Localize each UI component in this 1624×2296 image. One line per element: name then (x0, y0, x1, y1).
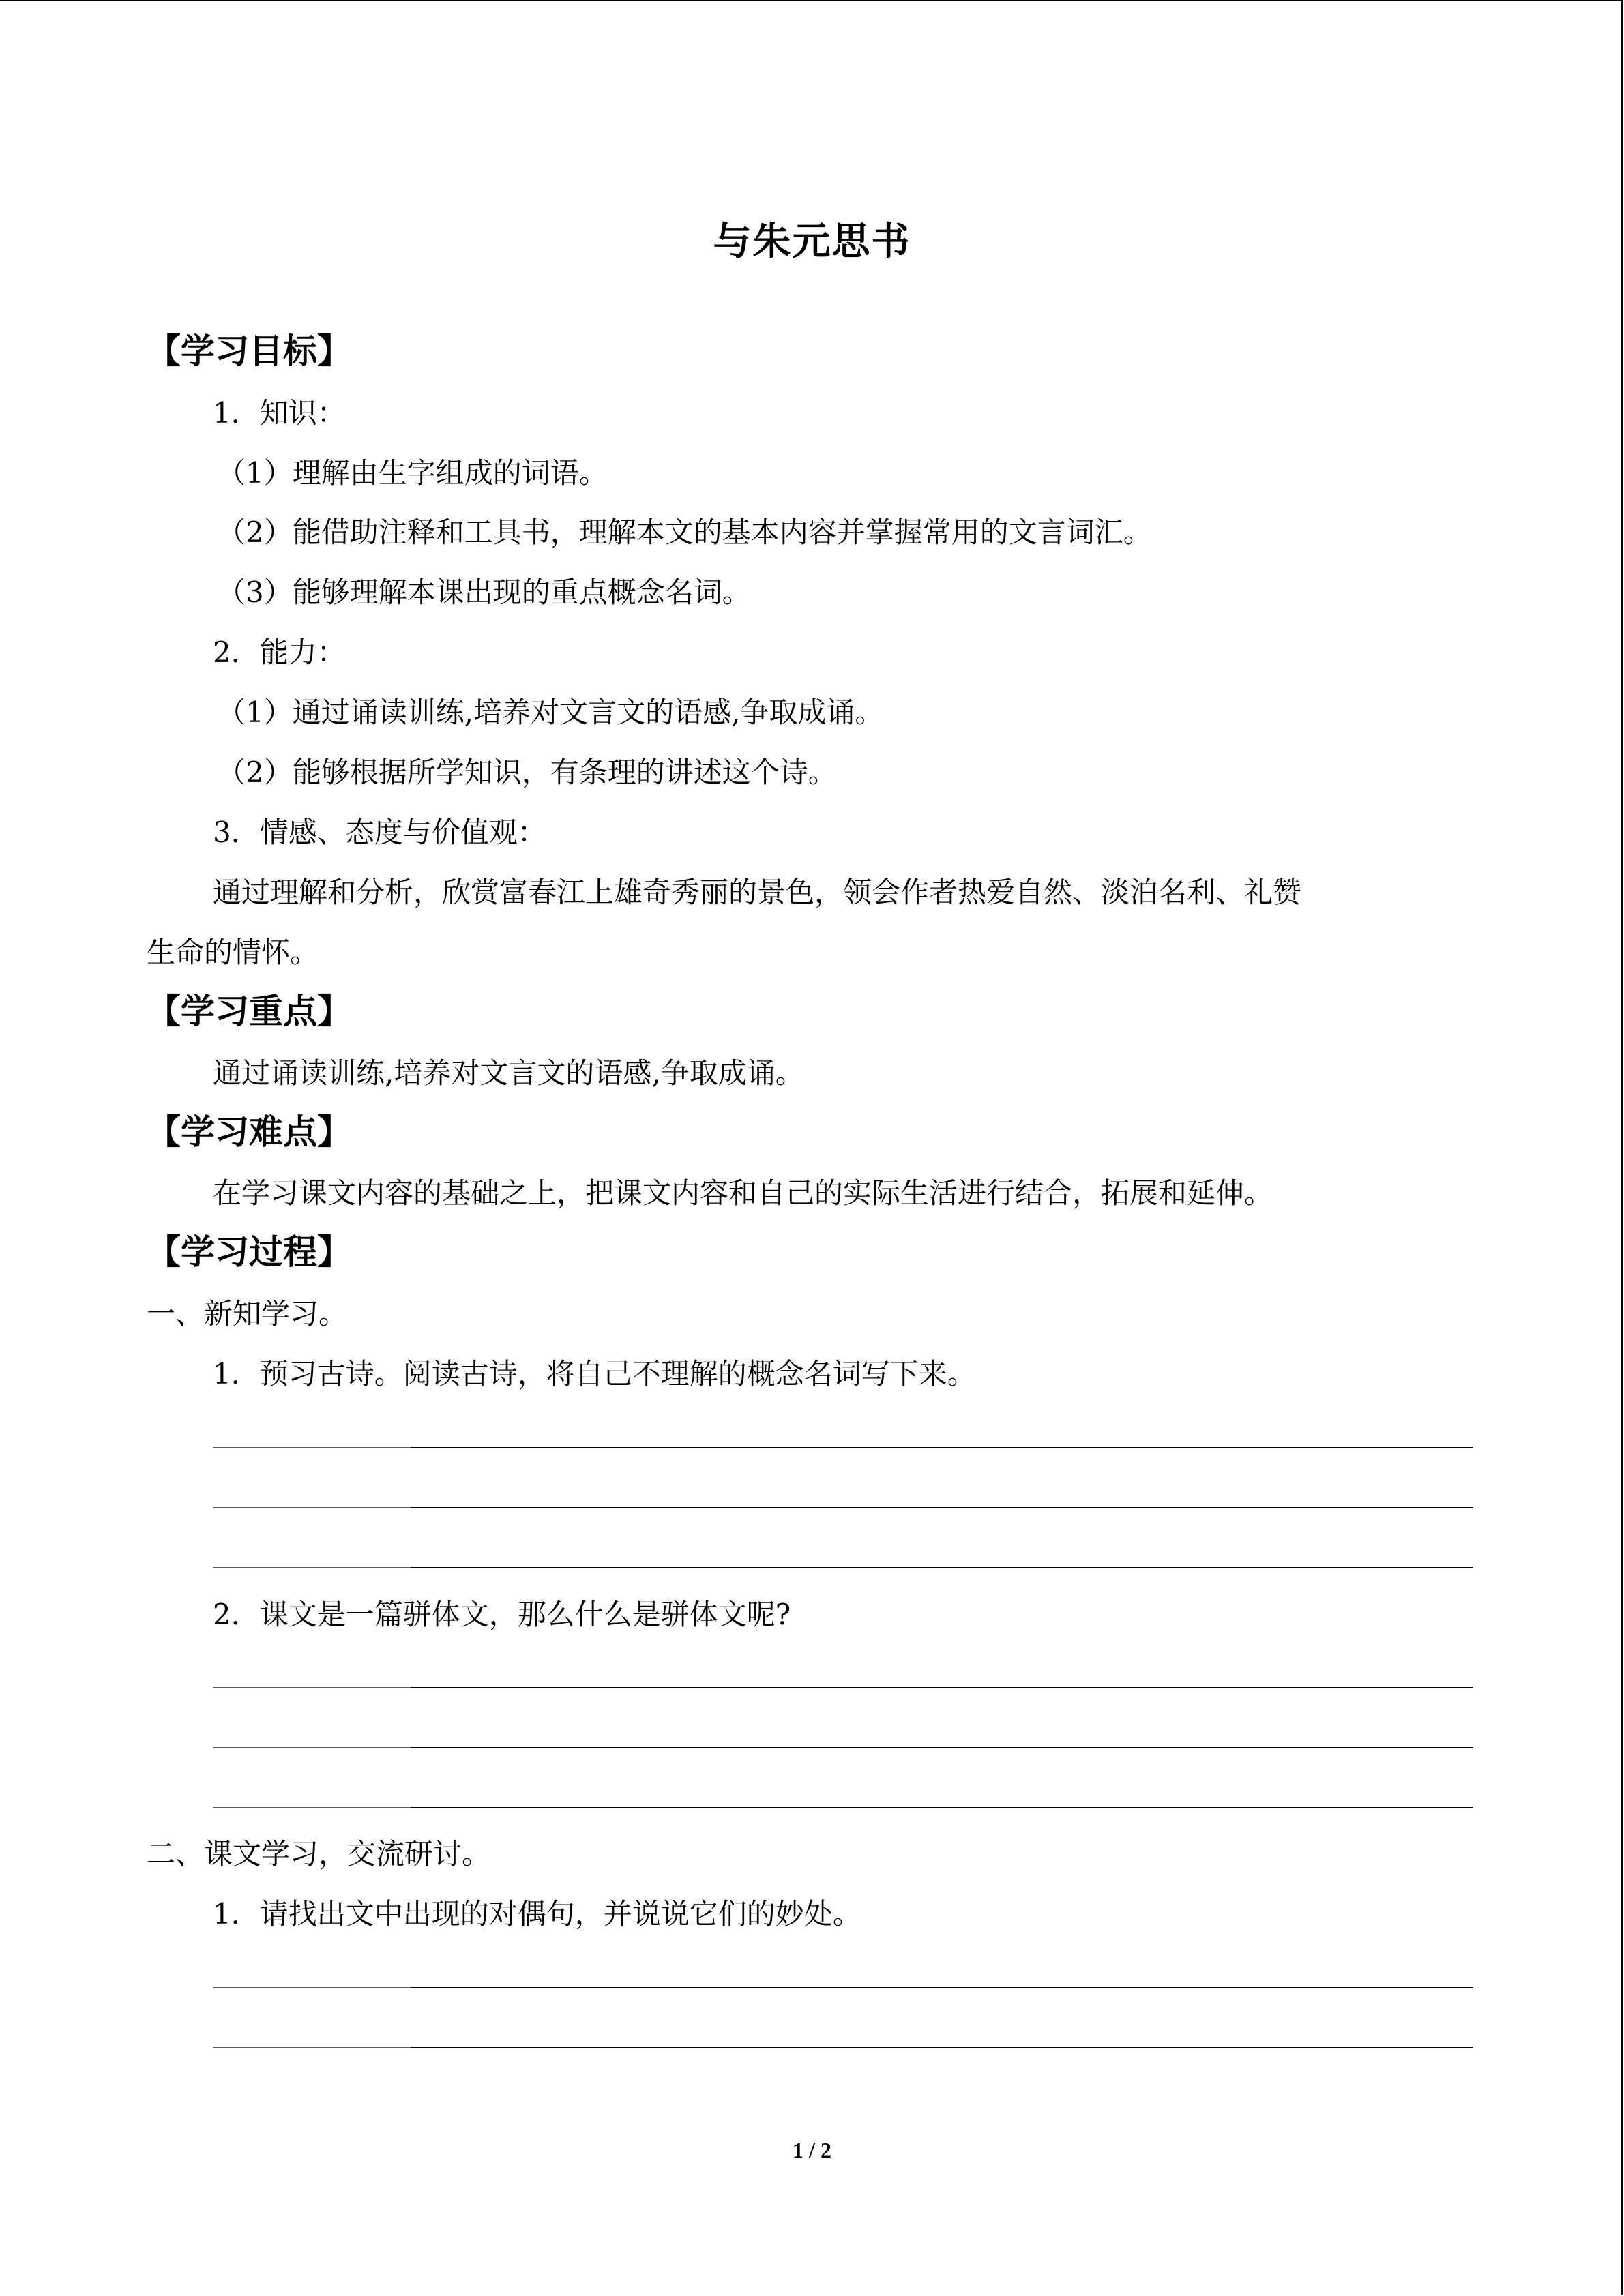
answer-line[interactable] (213, 1447, 1473, 1448)
page-title: 与朱元思书 (713, 220, 911, 264)
part-1-title: 一、新知学习。 (147, 1297, 348, 1330)
question-3: 1．请找出文中出现的对偶句，并说说它们的妙处。 (213, 1897, 861, 1930)
objectives-heading: 【学习目标】 (147, 331, 351, 371)
difficulty-text: 在学习课文内容的基础之上，把课文内容和自己的实际生活进行结合，拓展和延伸。 (213, 1176, 1273, 1210)
answer-line[interactable] (213, 1567, 1473, 1568)
page-number: 1 / 2 (793, 2138, 831, 2162)
process-heading: 【学习过程】 (147, 1232, 351, 1272)
knowledge-item-2: （2）能借助注释和工具书，理解本文的基本内容并掌握常用的文言词汇。 (217, 516, 1152, 549)
knowledge-item-1: （1）理解由生字组成的词语。 (217, 456, 608, 490)
question-2: 2．课文是一篇骈体文，那么什么是骈体文呢? (213, 1598, 791, 1631)
knowledge-item-3: （3）能够理解本课出现的重点概念名词。 (217, 576, 751, 609)
answer-line[interactable] (213, 1687, 1473, 1688)
answer-line[interactable] (213, 1807, 1473, 1808)
question-1: 1．预习古诗。阅读古诗，将自己不理解的概念名词写下来。 (213, 1357, 976, 1390)
focus-text: 通过诵读训练,培养对文言文的语感,争取成诵。 (213, 1056, 804, 1090)
answer-line[interactable] (213, 2047, 1473, 2048)
difficulty-heading: 【学习难点】 (147, 1112, 351, 1152)
answer-line[interactable] (213, 1987, 1473, 1988)
ability-label: 2．能力： (213, 636, 346, 669)
ability-item-1: （1）通过诵读训练,培养对文言文的语感,争取成诵。 (217, 696, 884, 729)
answer-line[interactable] (213, 1507, 1473, 1508)
answer-line[interactable] (213, 1747, 1473, 1748)
focus-heading: 【学习重点】 (147, 992, 351, 1031)
ability-item-2: （2）能够根据所学知识，有条理的讲述这个诗。 (217, 756, 837, 789)
emotion-text-line-1: 通过理解和分析，欣赏富春江上雄奇秀丽的景色，领会作者热爱自然、淡泊名利、礼赞 (213, 876, 1302, 909)
emotion-text-line-2: 生命的情怀。 (147, 936, 319, 969)
part-2-title: 二、课文学习，交流研讨。 (147, 1837, 491, 1870)
emotion-label: 3．情感、态度与价值观： (213, 816, 546, 849)
knowledge-label: 1．知识： (213, 396, 346, 430)
